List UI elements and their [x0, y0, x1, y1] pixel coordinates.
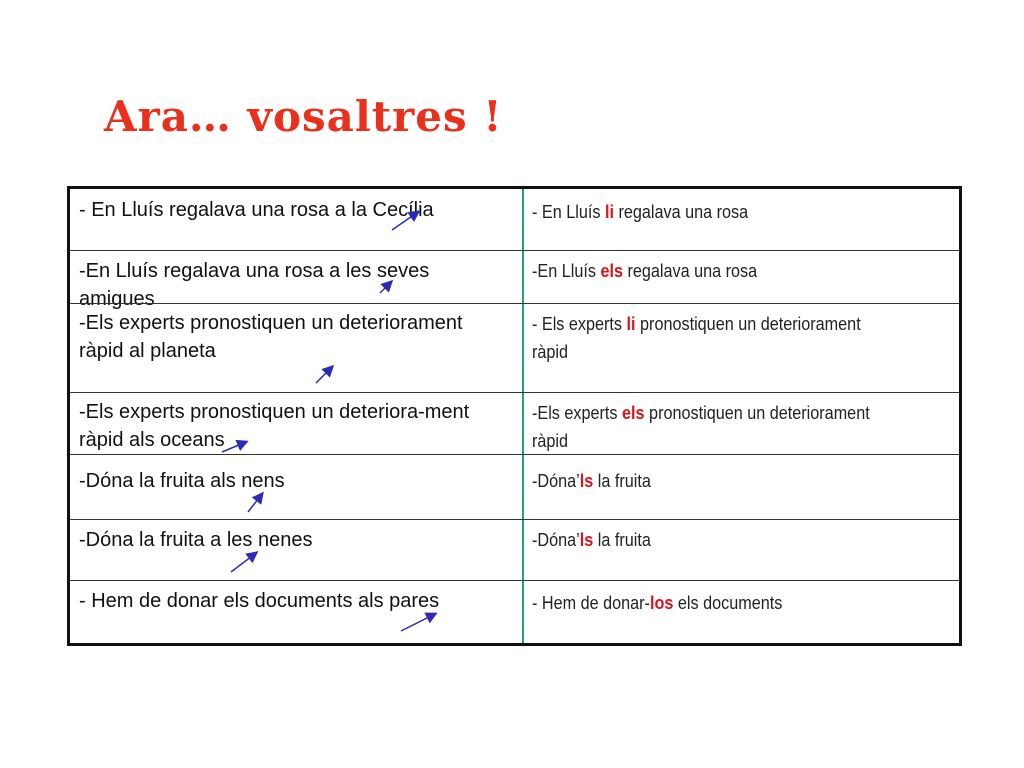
original-sentence: - En Lluís regalava una rosa a la Cecília: [79, 199, 434, 221]
arrow-icon: [248, 494, 262, 512]
original-sentence: -Dóna la fruita als nens: [79, 470, 285, 492]
arrow-icon: [316, 367, 332, 383]
original-sentence: -Dóna la fruita a les nenes: [79, 529, 313, 551]
pronoun-sentence: - Hem de donar-los els documents: [532, 593, 783, 613]
pronoun-sentence: -Dóna’ls la fruita: [532, 530, 651, 550]
pronoun-highlight: els: [600, 261, 623, 281]
arrow-icon: [392, 212, 418, 230]
arrow-icon: [231, 553, 256, 572]
pronoun-highlight: los: [649, 593, 674, 613]
arrow-icon: [222, 442, 246, 452]
original-sentence: -En Lluís regalava una rosa a les seves amigues: [79, 260, 430, 310]
pronoun-highlight: ls: [579, 530, 594, 550]
slide-title: Ara… vosaltres !: [104, 92, 503, 141]
pronoun-highlight: li: [604, 202, 614, 222]
pronoun-sentence: - En Lluís li regalava una rosa: [532, 202, 749, 222]
pronoun-sentence: -Els experts els pronostiquen un deteriorament ràpid: [532, 403, 870, 451]
original-sentence: - Hem de donar els documents als pares: [79, 590, 440, 612]
original-sentence: -Els experts pronostiquen un deteriora-ment ràpid als oceans: [79, 401, 470, 451]
pronoun-sentence: -Dóna’ls la fruita: [532, 471, 651, 491]
arrow-icon: [380, 282, 391, 293]
original-sentence: -Els experts pronostiquen un deteriorament ràpid al planeta: [79, 312, 463, 362]
pronoun-highlight: ls: [579, 471, 594, 491]
pronoun-sentence: - Els experts li pronostiquen un deteriorament ràpid: [532, 314, 861, 362]
pronoun-highlight: li: [626, 314, 636, 334]
pronoun-highlight: els: [622, 403, 645, 423]
pronoun-sentence: -En Lluís els regalava una rosa: [532, 261, 758, 281]
arrow-icon: [401, 614, 435, 631]
